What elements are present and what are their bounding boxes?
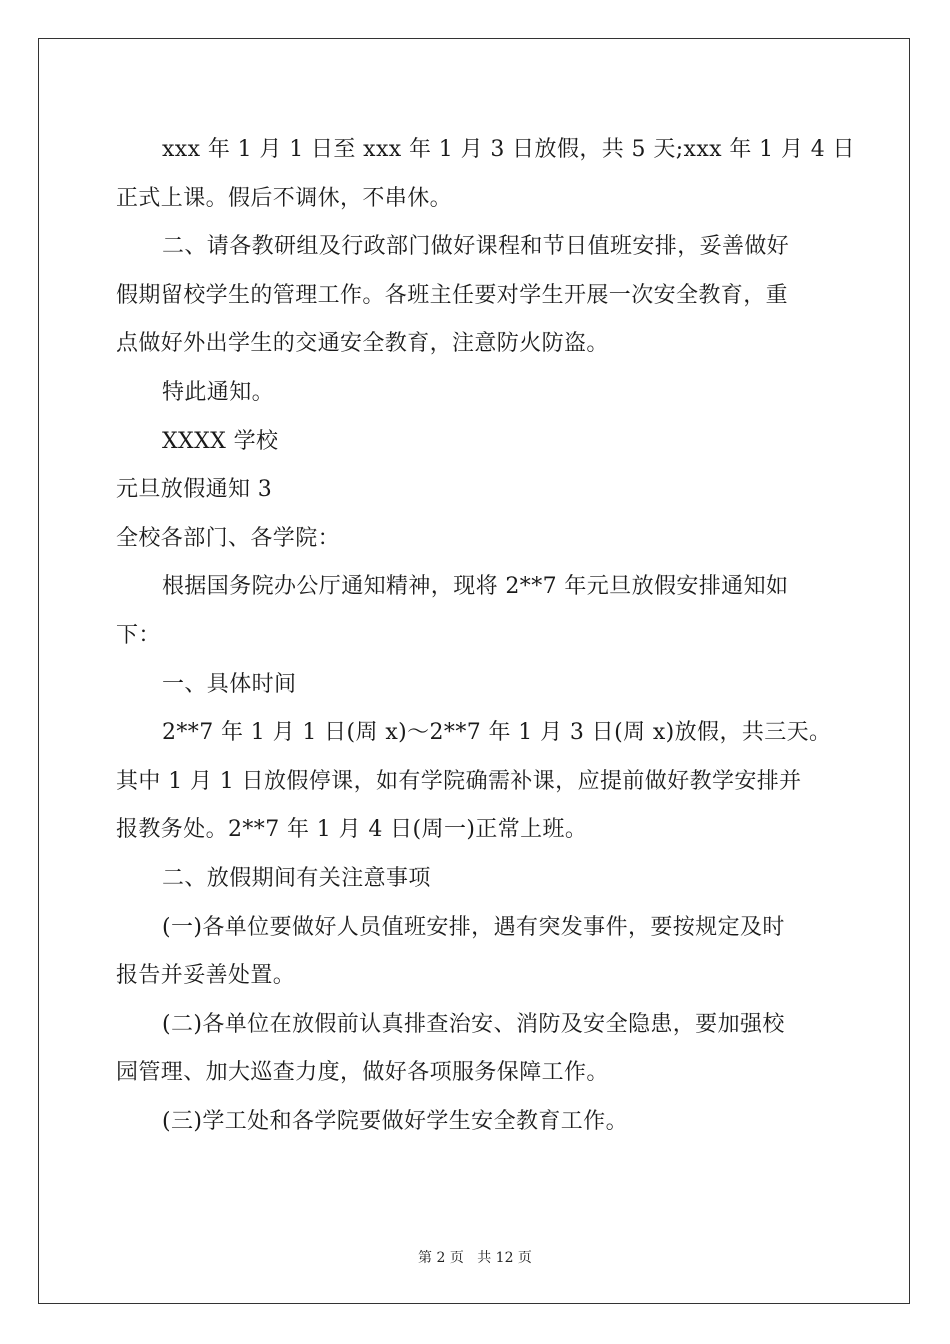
text-line: (一)各单位要做好人员值班安排，遇有突发事件，要按规定及时 (162, 914, 785, 940)
text-line: 全校各部门、各学院： (116, 525, 341, 551)
text-line: 报告并妥善处置。 (116, 963, 296, 989)
page-number: 第 2 页 (418, 1250, 464, 1266)
text-line: 元旦放假通知 3 (116, 477, 273, 503)
text-line: 2**7 年 1 月 1 日(周 x)～2**7 年 1 月 3 日(周 x)放假，共三天。 (162, 720, 832, 746)
page-footer (0, 1247, 950, 1267)
text-line: (三)学工处和各学院要做好学生安全教育工作。 (162, 1108, 628, 1134)
text-line: 正式上课。假后不调休，不串休。 (116, 185, 453, 211)
text-line: XXXX 学校 (162, 428, 279, 454)
text-line: xxx 年 1 月 1 日至 xxx 年 1 月 3 日放假，共 5 天;xxx 年 1 月 4 日 (162, 137, 855, 162)
text-line: 二、请各教研组及行政部门做好课程和节日值班安排，妥善做好 (162, 234, 790, 260)
text-line: 下： (116, 622, 161, 648)
text-line: 一、具体时间 (162, 671, 297, 697)
text-line: 其中 1 月 1 日放假停课，如有学院确需补课，应提前做好教学安排并 (116, 768, 802, 794)
text-line: (二)各单位在放假前认真排查治安、消防及安全隐患，要加强校 (162, 1011, 785, 1037)
text-line: 特此通知。 (162, 379, 275, 405)
text-line: 园管理、加大巡查力度，做好各项服务保障工作。 (116, 1060, 609, 1086)
page-total: 共 12 页 (477, 1250, 532, 1266)
text-line: 根据国务院办公厅通知精神，现将 2**7 年元旦放假安排通知如 (162, 574, 789, 600)
text-line: 二、放假期间有关注意事项 (162, 865, 431, 891)
text-line: 点做好外出学生的交通安全教育，注意防火防盗。 (116, 331, 609, 357)
text-line: 报教务处。2**7 年 1 月 4 日(周一)正常上班。 (116, 817, 588, 843)
document-body (116, 126, 855, 1146)
text-line: 假期留校学生的管理工作。各班主任要对学生开展一次安全教育，重 (116, 282, 789, 308)
